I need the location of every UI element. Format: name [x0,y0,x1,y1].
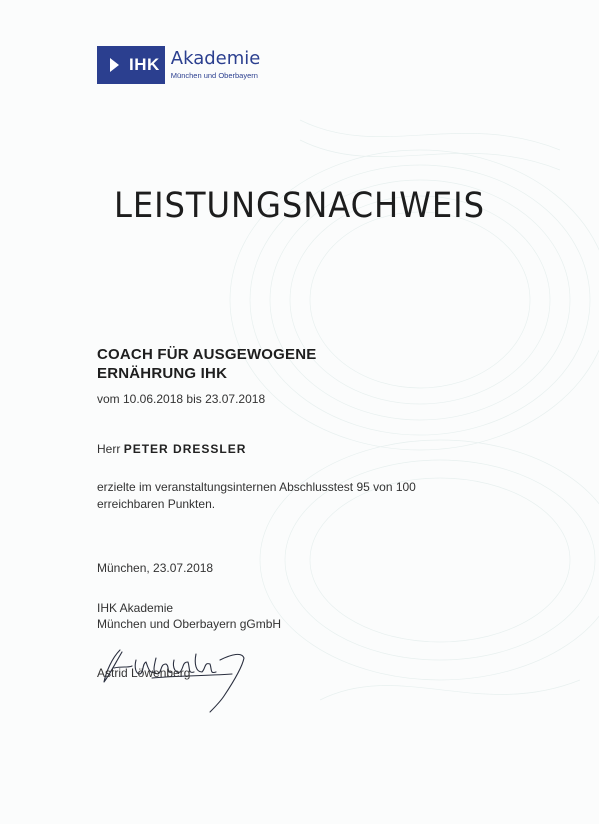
document-title: LEISTUNGSNACHWEIS [114,186,485,226]
course-title [97,345,316,383]
logo-brand: IHK [127,46,165,84]
ihk-akademie-logo [97,45,267,85]
participant-name: PETER DRESSLER [123,442,247,456]
participant [97,442,246,456]
result-line-2: erreichbaren Punkten. [97,497,216,511]
result-statement [97,479,477,513]
issuing-organization [97,600,281,632]
logo-subline: München und Oberbayern [170,71,258,81]
org-line-2: München und Oberbayern gGmbH [97,617,282,631]
result-line-1: erzielte im veranstaltungsinternen Abschlusstest 95 von 100 [97,480,416,494]
salutation: Herr [97,442,121,456]
course-period: vom 10.06.2018 bis 23.07.2018 [97,392,266,406]
place-and-date: München, 23.07.2018 [97,561,214,575]
course-title-line-1: COACH FÜR AUSGEWOGENE [97,346,317,363]
logo-arrow-icon [97,46,127,84]
course-title-line-2: ERNÄHRUNG IHK [97,365,228,382]
org-line-1: IHK Akademie [97,601,174,615]
logo-name: Akademie [170,48,261,70]
signer-name: Astrid Löwenberg [97,666,191,680]
